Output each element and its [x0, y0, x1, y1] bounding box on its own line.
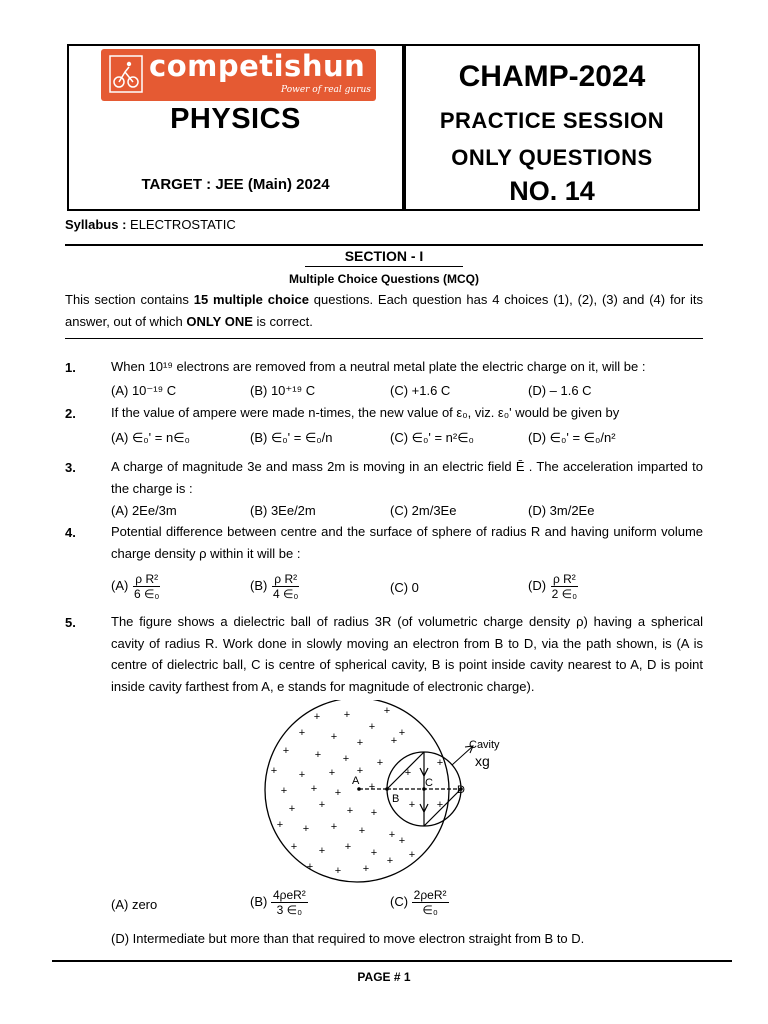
option-b: (B) 3Ee/2m	[250, 503, 316, 518]
plus-sign: +	[404, 767, 412, 779]
plus-sign: +	[282, 745, 290, 757]
plus-sign: +	[383, 705, 391, 717]
option-c	[390, 888, 449, 917]
option-c: (C) +1.6 C	[390, 383, 451, 398]
subject-title: PHYSICS	[170, 103, 301, 135]
label-b: B	[392, 793, 400, 805]
option-label: (A)	[111, 577, 129, 593]
plus-sign: +	[390, 735, 398, 747]
fraction-denominator: ∈₀	[422, 903, 438, 917]
label-c: C	[425, 777, 433, 789]
plus-sign: +	[376, 757, 384, 769]
plus-sign: +	[270, 765, 278, 777]
plus-sign: +	[314, 749, 322, 761]
plus-sign: +	[318, 799, 326, 811]
plus-sign: +	[344, 841, 352, 853]
option-a: (A) 10⁻¹⁹ C	[111, 383, 177, 398]
question-number: 2.	[65, 406, 76, 421]
question-text: When 10¹⁹ electrons are removed from a neutral metal plate the electric charge on it, will be :	[111, 359, 646, 374]
label-d: D	[457, 784, 465, 796]
plus-sign: +	[302, 823, 310, 835]
question-text-part: . The acceleration imparted to the charge is :	[111, 459, 703, 496]
plus-sign: +	[290, 841, 298, 853]
option-d: (D) Intermediate but more than that required to move electron straight from B to D.	[111, 931, 585, 946]
plus-sign: +	[276, 819, 284, 831]
fraction-numerator: ρ R²	[135, 572, 159, 586]
option-b	[250, 888, 308, 917]
option-label: (B)	[250, 577, 268, 593]
question-text: If the value of ampere were made n-times, the new value of ε₀, viz. ε₀' would be given by	[111, 405, 620, 420]
intro-bold-1: 15 multiple choice	[193, 292, 309, 307]
section-title: SECTION - I	[344, 248, 424, 264]
option-fraction	[550, 572, 579, 601]
plus-sign: +	[436, 757, 444, 769]
plus-sign: +	[398, 835, 406, 847]
plus-sign: +	[370, 847, 378, 859]
intro-text-2: questions. Each question has 4 choices (1), (2), (3) and (4) for its answer, out of which	[65, 292, 703, 329]
session-title: PRACTICE SESSION	[439, 108, 665, 133]
plus-sign: +	[330, 821, 338, 833]
plus-sign: +	[298, 769, 306, 781]
option-d	[528, 572, 579, 601]
label-a: A	[352, 775, 360, 787]
plus-sign: +	[388, 829, 396, 841]
syllabus-line	[65, 217, 236, 232]
question-number: 4.	[65, 525, 76, 540]
plus-sign: +	[313, 711, 321, 723]
option-a	[111, 572, 161, 601]
brand-logo	[101, 49, 376, 101]
plus-sign: +	[328, 767, 336, 779]
intro-text-3: is correct.	[252, 314, 313, 329]
option-label: (B)	[250, 893, 268, 909]
brand-name: competishun	[149, 49, 366, 83]
target-exam: TARGET : JEE (Main) 2024	[141, 176, 330, 193]
plus-sign: +	[356, 765, 364, 777]
fraction-denominator: 4 ∈₀	[272, 587, 299, 601]
plus-sign: +	[358, 825, 366, 837]
fraction-numerator: 2ρeR²	[413, 888, 447, 902]
cyclist-icon	[109, 55, 143, 93]
question-text	[111, 456, 703, 499]
intro-rule	[65, 338, 703, 339]
section-title-underline	[305, 266, 463, 267]
plus-sign: +	[330, 731, 338, 743]
option-a: (A) zero	[111, 897, 158, 912]
plus-sign: +	[298, 727, 306, 739]
option-label: (D)	[528, 577, 547, 593]
exam-title: CHAMP-2024	[458, 60, 646, 93]
question-number: 1.	[65, 360, 76, 375]
plus-sign: +	[318, 845, 326, 857]
cavity-mark: xg	[475, 753, 490, 769]
fraction-numerator: ρ R²	[274, 572, 298, 586]
option-fraction	[271, 888, 308, 917]
syllabus-label: Syllabus :	[65, 217, 131, 232]
plus-signs	[271, 705, 443, 877]
option-d: (D) 3m/2Ee	[528, 503, 595, 518]
fraction-numerator: ρ R²	[552, 572, 576, 586]
plus-sign: +	[436, 799, 444, 811]
dielectric-ball-outline	[265, 700, 449, 882]
cavity-label: Cavity	[469, 739, 500, 751]
question-text-part: A charge of magnitude 3e and mass 2m is moving in an electric field	[111, 459, 516, 474]
plus-sign: +	[346, 805, 354, 817]
plus-sign: +	[280, 785, 288, 797]
section-intro	[65, 289, 703, 333]
plus-sign: +	[334, 865, 342, 877]
plus-sign: +	[306, 861, 314, 873]
option-c: (C) 0	[390, 580, 419, 595]
plus-sign: +	[343, 709, 351, 721]
plus-sign: +	[398, 727, 406, 739]
fraction-denominator: 3 ∈₀	[276, 903, 303, 917]
question-text: The figure shows a dielectric ball of radius 3R (of volumetric charge density ρ) having a spherical cavity of radius R. Work done in slowly moving an electron from B to D, via the path shown, is (A is centre of dielectric ball, C is centre of spherical cavity, B is point inside cavity nearest to A, D is point inside cavity farthest from A, e stands for magnitude of electronic charge).	[111, 614, 703, 694]
option-b: (B) ∈₀' = ∈₀/n	[250, 430, 333, 445]
plus-sign: +	[288, 803, 296, 815]
section-rule-top	[65, 244, 703, 246]
section-subtitle: Multiple Choice Questions (MCQ)	[288, 272, 479, 286]
option-a: (A) ∈₀' = n∈₀	[111, 430, 190, 445]
option-label: (C)	[390, 893, 409, 909]
question-text: Potential difference between centre and the surface of sphere of radius R and having uniform volume charge density ρ within it will be :	[111, 524, 703, 561]
only-questions-title: ONLY QUESTIONS	[451, 145, 653, 170]
fraction-denominator: 2 ∈₀	[551, 587, 578, 601]
plus-sign: +	[386, 855, 394, 867]
plus-sign: +	[408, 799, 416, 811]
plus-sign: +	[408, 849, 416, 861]
plus-sign: +	[310, 783, 318, 795]
option-d: (D) – 1.6 C	[528, 383, 592, 398]
intro-bold-2: ONLY ONE	[186, 314, 253, 329]
option-a: (A) 2Ee/3m	[111, 503, 177, 518]
fraction-denominator: 6 ∈₀	[133, 587, 160, 601]
option-c: (C) 2m/3Ee	[390, 503, 457, 518]
question-number: 5.	[65, 615, 76, 630]
dielectric-ball-figure	[262, 700, 512, 885]
option-c: (C) ∈₀' = n²∈₀	[390, 430, 474, 445]
syllabus-topic: ELECTROSTATIC	[130, 217, 236, 232]
option-fraction	[132, 572, 161, 601]
point-a	[357, 787, 361, 791]
option-d: (D) ∈₀' = ∈₀/n²	[528, 430, 616, 445]
plus-sign: +	[334, 787, 342, 799]
electric-field-symbol: Ē	[515, 459, 525, 474]
page-number: PAGE # 1	[357, 970, 411, 984]
plus-sign: +	[368, 721, 376, 733]
plus-sign: +	[368, 781, 376, 793]
question-number: 3.	[65, 460, 76, 475]
fraction-numerator: 4ρeR²	[272, 888, 306, 902]
option-b	[250, 572, 300, 601]
option-b: (B) 10⁺¹⁹ C	[250, 383, 316, 398]
header-box	[67, 44, 700, 211]
footer-rule	[52, 960, 732, 962]
plus-sign: +	[342, 753, 350, 765]
option-fraction	[412, 888, 449, 917]
plus-sign: +	[370, 807, 378, 819]
intro-text-1: This section contains	[65, 292, 194, 307]
plus-sign: +	[356, 737, 364, 749]
brand-tagline: Power of real gurus	[281, 85, 371, 95]
option-fraction	[271, 572, 300, 601]
session-number: NO. 14	[509, 176, 595, 206]
plus-sign: +	[362, 863, 370, 875]
